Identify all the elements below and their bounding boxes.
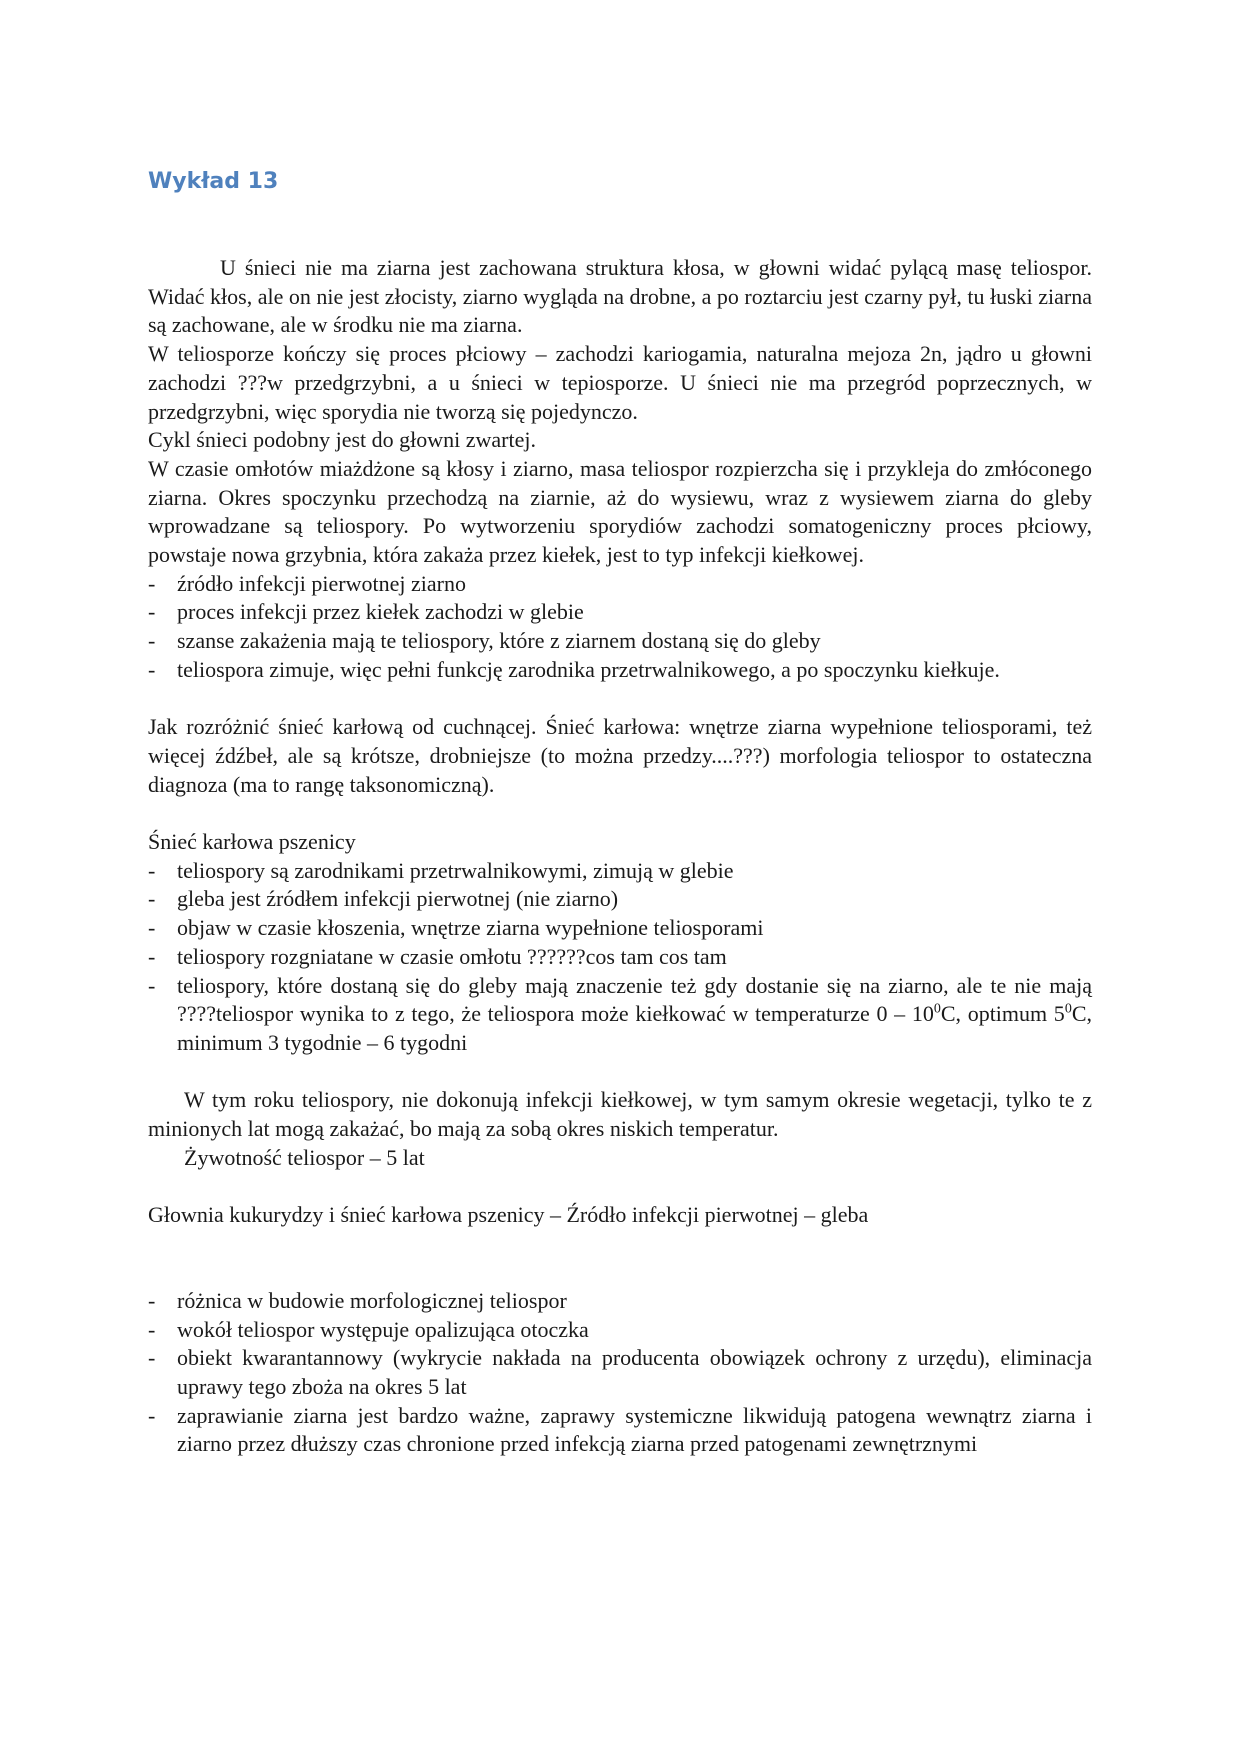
list-item: - teliospory są zarodnikami przetrwalnikowymi, zimują w glebie [148, 857, 1092, 886]
document-page [148, 168, 1092, 1459]
temperature-text-3: C, minimum 3 tygodnie – 6 tygodni [177, 1001, 1092, 1055]
temperature-text-1: teliospory, które dostaną się do gleby mają znaczenie też gdy dostanie się na ziarno, ale te nie mają ????teliospor wynika to z tego, że teliospora może kiełkować w temperaturze 0 – 10 [177, 972, 1092, 1027]
list-item: - zaprawianie ziarna jest bardzo ważne, zaprawy systemiczne likwidują patogena wewnątrz ziarna i ziarno przez dłuższy czas chronione przed infekcją ziarna przed patogenami zewnętrznymi [148, 1402, 1092, 1459]
list-item [148, 972, 1092, 1058]
intro-paragraph-4: W czasie omłotów miażdżone są kłosy i ziarno, masa teliospor rozpierzcha się i przykleja do zmłóconego ziarna. Okres spoczynku przechodzą na ziarnie, aż do wysiewu, wraz z wysiewem ziarna do gleby wprowadzane są teliospory. Po wytworzeniu sporydiów zachodzi somatogeniczny proces płciowy, powstaje nowa grzybnia, która zakaża przez kiełek, jest to typ infekcji kiełkowej. [148, 455, 1092, 568]
viability-line: Żywotność teliospor – 5 lat [184, 1144, 425, 1170]
intro-paragraph-2: W teliosporze kończy się proces płciowy – zachodzi kariogamia, naturalna mejoza 2n, jądro u głowni zachodzi ???w przedgrzybni, a u śnieci w tepiosporze. U śnieci nie ma przegród poprzecznych, w przedgrzybni, więc sporydia nie tworzą się pojedynczo. [148, 341, 1092, 424]
infection-list [148, 570, 1092, 685]
list-item: - wokół teliospor występuje opalizująca otoczka [148, 1316, 1092, 1345]
lecture-title: Wykład 13 [148, 169, 279, 194]
list-item: - gleba jest źródłem infekcji pierwotnej (nie ziarno) [148, 885, 1092, 914]
intro-paragraph-3: Cykl śnieci podobny jest do głowni zwartej. [148, 427, 536, 453]
intro-paragraph-1: U śnieci nie ma ziarna jest zachowana struktura kłosa, w głowni widać pylącą masę teliospor. Widać kłos, ale on nie jest złocisty, ziarno wygląda na drobne, a po roztarciu jest czarny pył, tu łuski ziarna są zachowane, ale w środku nie ma ziarna. [148, 255, 1092, 338]
list-item: - proces infekcji przez kiełek zachodzi w glebie [148, 598, 1092, 627]
degree-superscript: 0 [1064, 1001, 1072, 1017]
list-item: - obiekt kwarantannowy (wykrycie nakłada na producenta obowiązek ochrony z urzędu), eliminacja uprawy tego zboża na okres 5 lat [148, 1344, 1092, 1401]
list-item: - objaw w czasie kłoszenia, wnętrze ziarna wypełnione teliosporami [148, 914, 1092, 943]
quarantine-list [148, 1287, 1092, 1459]
corn-smut-line: Głownia kukurydzy i śnieć karłowa pszenicy – Źródło infekcji pierwotnej – gleba [148, 1202, 869, 1228]
dwarf-bunt-list [148, 857, 1092, 1058]
list-item: - teliospory rozgniatane w czasie omłotu ??????cos tam cos tam [148, 943, 1092, 972]
list-item: - teliospora zimuje, więc pełni funkcję zarodnika przetrwalnikowego, a po spoczynku kiełkuje. [148, 656, 1092, 685]
dwarf-bunt-heading: Śnieć karłowa pszenicy [148, 829, 356, 855]
list-item: - różnica w budowie morfologicznej teliospor [148, 1287, 1092, 1316]
current-year-paragraph: W tym roku teliospory, nie dokonują infekcji kiełkowej, w tym samym okresie wegetacji, tylko te z minionych lat mogą zakażać, bo mają za sobą okres niskich temperatur. [148, 1087, 1092, 1142]
list-item: - szanse zakażenia mają te teliospory, które z ziarnem dostaną się do gleby [148, 627, 1092, 656]
degree-superscript: 0 [933, 1001, 941, 1017]
list-item: - źródło infekcji pierwotnej ziarno [148, 570, 1092, 599]
distinguish-paragraph: Jak rozróżnić śnieć karłową od cuchnącej. Śnieć karłowa: wnętrze ziarna wypełnione teliosporami, też więcej źdźbeł, ale są krótsze, drobniejsze (to można przedzy....???) morfologia teliospor to ostateczna diagnoza (ma to rangę taksonomiczną). [148, 714, 1092, 797]
temperature-text-2: C, optimum 5 [940, 1001, 1065, 1027]
